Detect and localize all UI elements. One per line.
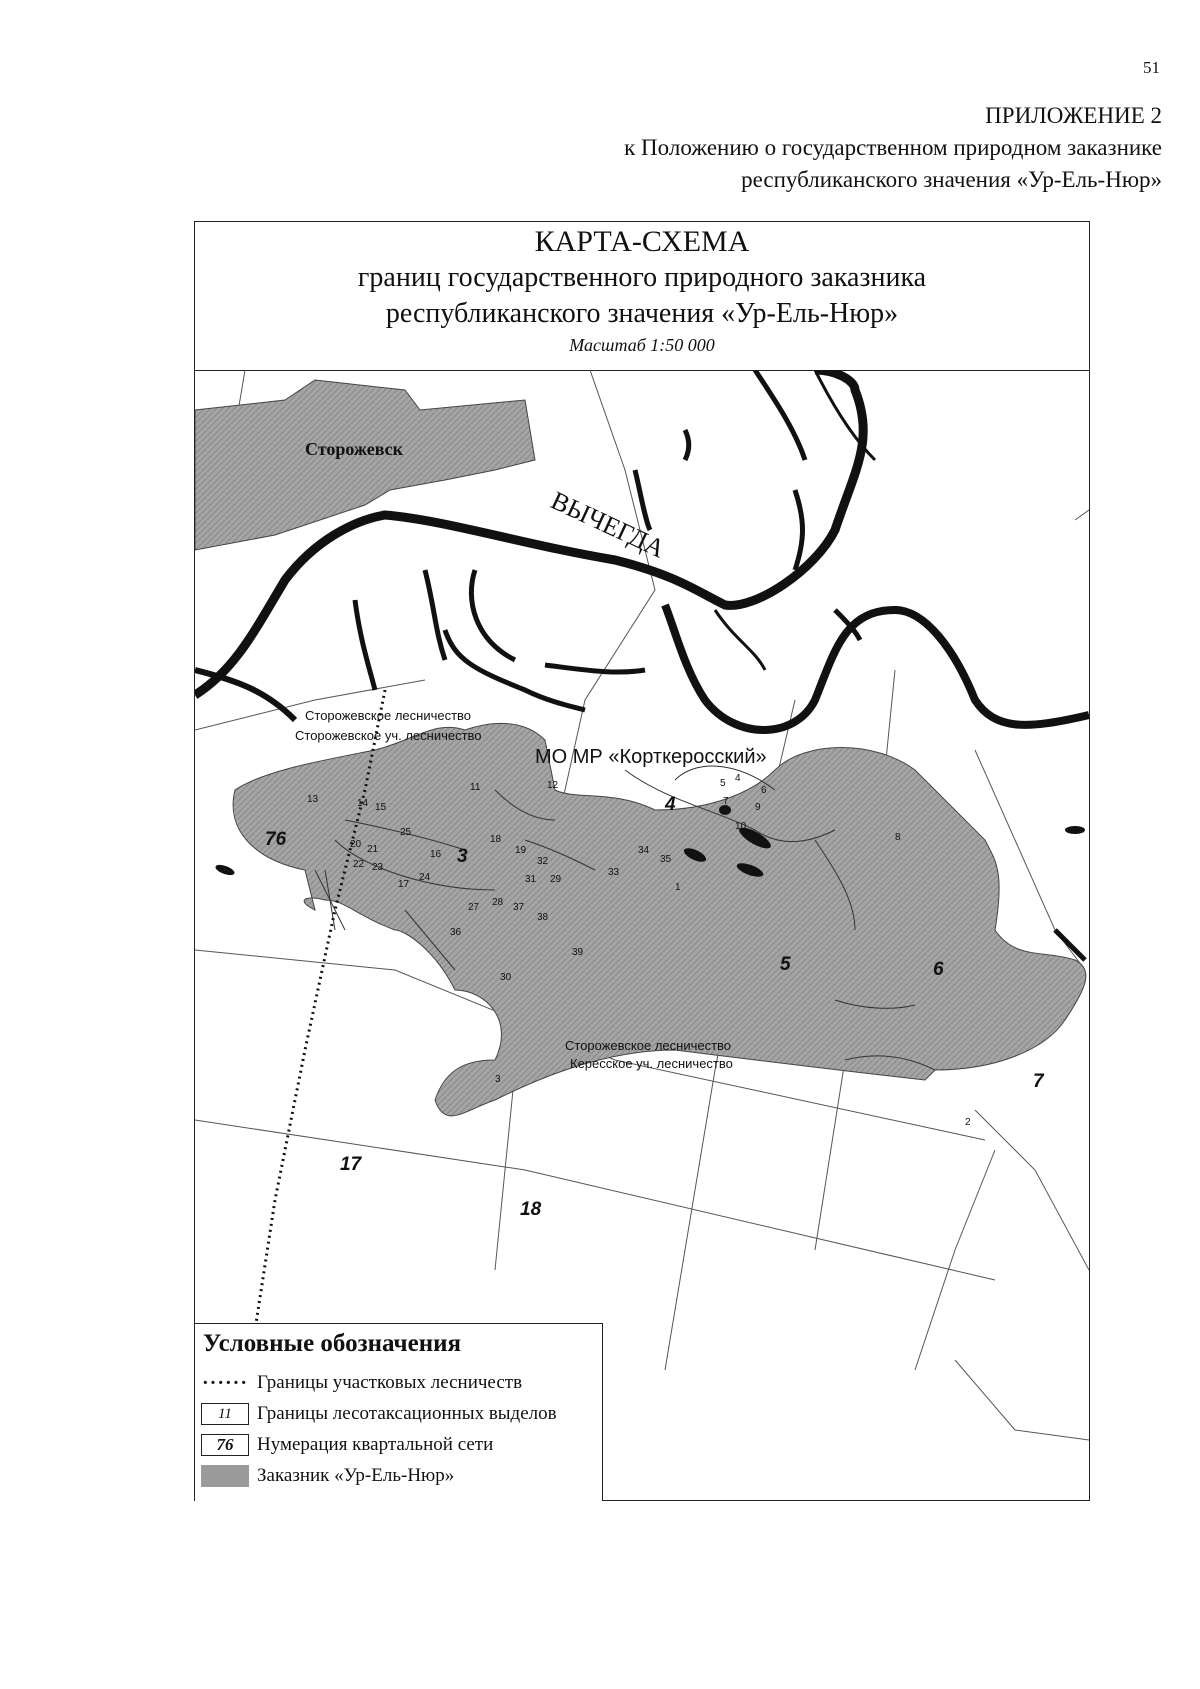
small-lake xyxy=(1065,826,1085,834)
legend-item-reserve xyxy=(201,1463,454,1489)
map-subtitle-2: республиканского значения «Ур-Ель-Нюр» xyxy=(385,298,899,329)
small-lake xyxy=(887,606,903,614)
subdivision-number: 10 xyxy=(735,821,747,832)
subdivision-number: 14 xyxy=(357,798,369,809)
oxbow-lake xyxy=(471,570,515,660)
legend-item-boundary xyxy=(201,1370,522,1396)
quarter-number: 18 xyxy=(520,1199,542,1220)
appendix-header xyxy=(624,100,1162,196)
map-frame xyxy=(194,221,1090,1501)
town-label: Сторожевск xyxy=(305,439,404,459)
page-number: 51 xyxy=(1143,58,1160,77)
reserve-fill-icon xyxy=(201,1465,249,1487)
quarter-number: 3 xyxy=(457,846,468,867)
subdivision-number: 19 xyxy=(515,845,527,856)
subdivision-box-icon: 11 xyxy=(201,1403,249,1425)
grid-line xyxy=(955,1360,1089,1440)
legend-item-quarter xyxy=(201,1432,493,1458)
forestry-label-a2: Сторожевское уч. лесничество xyxy=(295,728,482,743)
oxbow-lake xyxy=(755,370,805,460)
legend-label: Границы лесотаксационных выделов xyxy=(257,1403,557,1424)
oxbow-lake xyxy=(795,490,803,570)
subdivision-number: 2 xyxy=(965,1117,971,1128)
legend-title: Условные обозначения xyxy=(203,1330,462,1357)
subdivision-number: 21 xyxy=(367,844,379,855)
map-title-box xyxy=(195,222,1089,371)
grid-line xyxy=(1075,510,1089,520)
subdivision-number: 32 xyxy=(537,856,549,867)
subdivision-number: 28 xyxy=(492,897,504,908)
grid-line xyxy=(975,1110,1089,1270)
subdivision-number: 25 xyxy=(400,827,412,838)
small-lake xyxy=(214,863,236,877)
appendix-title: ПРИЛОЖЕНИЕ 2 xyxy=(985,103,1162,128)
legend xyxy=(195,1323,603,1501)
dotted-line-icon: ······ xyxy=(201,1372,249,1394)
quarter-number: 17 xyxy=(340,1154,362,1175)
map-subtitle-1: границ государственного природного заказника xyxy=(357,262,927,293)
oxbow-lake xyxy=(545,665,645,672)
grid-line xyxy=(915,1150,995,1370)
municipality-label: МО МР «Корткеросский» xyxy=(535,746,767,768)
subdivision-number: 1 xyxy=(675,882,681,893)
subdivision-number: 36 xyxy=(450,927,462,938)
river-label: ВЫЧЕГДА xyxy=(546,485,670,564)
subdivision-number: 7 xyxy=(723,796,729,807)
subdivision-number: 9 xyxy=(755,802,761,813)
oxbow-lake xyxy=(445,630,585,710)
oxbow-lake xyxy=(685,430,689,460)
oxbow-lake xyxy=(425,570,445,660)
forestry-label-a1: Сторожевское лесничество xyxy=(305,708,472,723)
river-branch xyxy=(715,610,765,670)
oxbow-lake xyxy=(355,600,375,690)
legend-label: Нумерация квартальной сети xyxy=(257,1434,494,1455)
oxbow-lake xyxy=(1055,930,1085,960)
quarter-number: 7 xyxy=(1033,1071,1044,1092)
quarter-number: 4 xyxy=(665,794,676,815)
quarter-number-box-icon: 76 xyxy=(201,1434,249,1456)
subdivision-number: 8 xyxy=(895,832,901,843)
subdivision-number: 12 xyxy=(547,780,559,791)
subdivision-number: 34 xyxy=(638,845,650,856)
subdivision-number: 15 xyxy=(375,802,387,813)
subdivision-number: 11 xyxy=(470,782,481,793)
subdivision-number: 29 xyxy=(550,874,562,885)
forestry-label-b2: Кересское уч. лесничество xyxy=(570,1056,733,1071)
subdivision-number: 18 xyxy=(490,834,502,845)
appendix-line-3: республиканского значения «Ур-Ель-Нюр» xyxy=(741,167,1162,192)
subdivision-number: 23 xyxy=(372,862,384,873)
legend-label: Заказник «Ур-Ель-Нюр» xyxy=(257,1465,455,1486)
quarter-number: 76 xyxy=(265,829,287,850)
quarter-number: 6 xyxy=(933,959,944,980)
subdivision-number: 24 xyxy=(419,872,431,883)
subdivision-number: 39 xyxy=(572,947,584,958)
river-branch xyxy=(195,670,295,720)
subdivision-number: 30 xyxy=(500,972,512,983)
subdivision-number: 38 xyxy=(537,912,549,923)
subdivision-number: 35 xyxy=(660,854,672,865)
legend-item-subdivision xyxy=(201,1401,557,1427)
subdivision-number: 6 xyxy=(761,785,767,796)
subdivision-number: 5 xyxy=(720,778,726,789)
subdivision-number: 22 xyxy=(353,859,365,870)
subdivision-number: 37 xyxy=(513,902,525,913)
subdivision-number: 27 xyxy=(468,902,480,913)
subdivision-number: 33 xyxy=(608,867,620,878)
quarter-number: 5 xyxy=(780,954,791,975)
map-scale: Масштаб 1:50 000 xyxy=(569,335,715,355)
forestry-label-b1: Сторожевское лесничество xyxy=(565,1038,732,1053)
legend-label: Границы участковых лесничеств xyxy=(257,1372,523,1393)
grid-line xyxy=(195,1120,995,1280)
subdivision-number: 4 xyxy=(735,773,741,784)
subdivision-number: 3 xyxy=(495,1074,501,1085)
subdivision-number: 16 xyxy=(430,849,442,860)
map-title: КАРТА-СХЕМА xyxy=(534,225,750,258)
appendix-line-2: к Положению о государственном природном заказнике xyxy=(624,135,1162,160)
river-vychegda-lower xyxy=(665,605,1089,730)
subdivision-number: 20 xyxy=(350,839,362,850)
subdivision-number: 31 xyxy=(525,874,537,885)
subdivision-number: 17 xyxy=(398,879,410,890)
subdivision-number: 13 xyxy=(307,794,319,805)
